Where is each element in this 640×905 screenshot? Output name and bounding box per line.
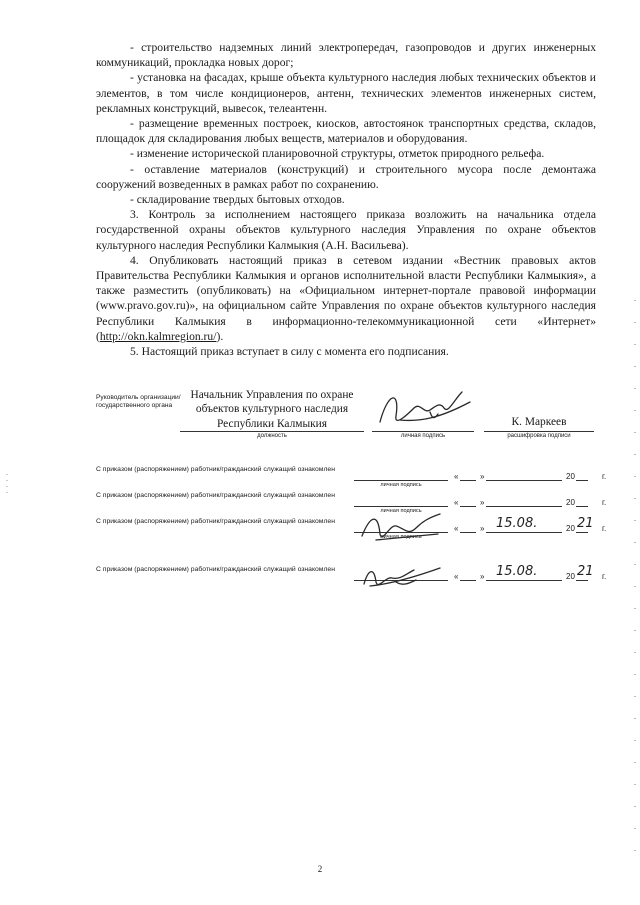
ack-signature-caption: личная подпись	[380, 508, 422, 514]
year-prefix: 20	[566, 498, 575, 507]
head-caption: Руководитель организации/государственного органа	[96, 394, 181, 410]
handwritten-date: 15.08.	[496, 516, 538, 531]
year-suffix-g: г.	[602, 524, 607, 533]
position-caption: должность	[257, 433, 287, 439]
year-line	[576, 480, 588, 481]
day-line	[460, 532, 476, 533]
ack-label: С приказом (распоряжением) работник/гражданский служащий ознакомлен	[96, 518, 335, 525]
order-body	[96, 40, 596, 359]
page-number: 2	[317, 864, 323, 874]
head-signature-block	[96, 388, 616, 448]
quote-close: »	[480, 472, 485, 481]
employee-handwritten-signature	[356, 556, 446, 600]
paragraph: - оставление материалов (конструкций) и строительного мусора после демонтажа сооружений возведенных в рамках работ по сохранению.	[96, 162, 596, 191]
paragraph-effective: 5. Настоящий приказ вступает в силу с момента его подписания.	[130, 345, 449, 359]
handwritten-date: 15.08.	[496, 564, 538, 579]
day-line	[460, 580, 476, 581]
year-prefix: 20	[566, 572, 575, 581]
ack-signature-caption: личная подпись	[380, 482, 422, 488]
month-line	[486, 532, 562, 533]
year-suffix-g: г.	[602, 498, 607, 507]
day-line	[460, 506, 476, 507]
ack-label: С приказом (распоряжением) работник/гражданский служащий ознакомлен	[96, 492, 335, 499]
month-line	[486, 480, 562, 481]
website-link[interactable]: http://okn.kalmregion.ru/	[99, 329, 217, 343]
ack-label: С приказом (распоряжением) работник/гражданский служащий ознакомлен	[96, 466, 335, 473]
year-line	[576, 580, 588, 581]
quote-close: »	[480, 524, 485, 533]
paragraph: - размещение временных построек, киосков, автостоянок транспортных средства, складов, площадок для складирования любых веществ, материалов и оборудования.	[96, 117, 596, 146]
ack-label: С приказом (распоряжением) работник/гражданский служащий ознакомлен	[96, 566, 335, 573]
day-line	[460, 480, 476, 481]
quote-open: «	[454, 524, 459, 533]
paragraph: - изменение исторической планировочной структуры, отметок природного рельефа.	[130, 147, 545, 161]
quote-open: «	[454, 472, 459, 481]
ack-signature-caption: личная подпись	[380, 534, 422, 540]
paragraph: - складирование твердых бытовых отходов.	[130, 193, 345, 207]
handwritten-year: 21	[577, 516, 594, 531]
scan-edge-marks	[634, 300, 636, 860]
head-name: К. Маркеев	[511, 416, 567, 428]
paragraph: - строительство надземных линий электропередач, газопроводов и других инженерных коммуникаций, прокладка новых дорог;	[96, 41, 596, 70]
ack-signature-line	[354, 480, 448, 481]
quote-close: »	[480, 572, 485, 581]
handwritten-year: 21	[577, 564, 594, 579]
year-line	[576, 532, 588, 533]
quote-open: «	[454, 498, 459, 507]
paragraph: - установка на фасадах, крыше объекта культурного наследия любых технических объектов и элементов, в том числе кондиционеров, антенн, технических элементов инженерных систем, рекламных конструкций, вывесок, телеантенн.	[96, 71, 596, 115]
name-line	[484, 431, 594, 432]
year-suffix-g: г.	[602, 472, 607, 481]
head-position: Начальник Управления по охране объектов культурного наследия Республики Калмыкия	[190, 389, 354, 430]
year-suffix-g: г.	[602, 572, 607, 581]
employee-handwritten-signature	[356, 506, 446, 550]
paragraph: 3. Контроль за исполнением настоящего приказа возложить на начальника отдела государственной охраны объектов культурного наследия Управления по охране объектов культурного наследия Республики Калмыкия (А.Н. Васильева).	[96, 208, 596, 252]
quote-open: «	[454, 572, 459, 581]
head-handwritten-signature	[370, 382, 480, 442]
year-prefix: 20	[566, 524, 575, 533]
publication-text: 4. Опубликовать настоящий приказ в сетевом издании «Вестник правовых актов Правительства Республики Калмыкия и органов исполнительной власти Республики Калмыкия», а также разместить (опубликовать) на «Официальном интернет-портале правовой информации (www.pravo.gov.ru)», на официальном сайте Управления по охране объектов культурного наследия Республики Калмыкия в информационно-телекоммуникационной сети «Интернет» (	[96, 253, 596, 343]
scan-edge-marks	[6, 474, 8, 494]
paragraph-publication	[96, 253, 596, 344]
quote-close: »	[480, 498, 485, 507]
publication-text-end: ).	[216, 329, 224, 343]
position-line	[180, 431, 364, 432]
year-prefix: 20	[566, 472, 575, 481]
signature-caption: личная подпись	[400, 433, 446, 439]
month-line	[486, 506, 562, 507]
name-caption: расшифровка подписи	[507, 433, 571, 439]
year-line	[576, 506, 588, 507]
month-line	[486, 580, 562, 581]
